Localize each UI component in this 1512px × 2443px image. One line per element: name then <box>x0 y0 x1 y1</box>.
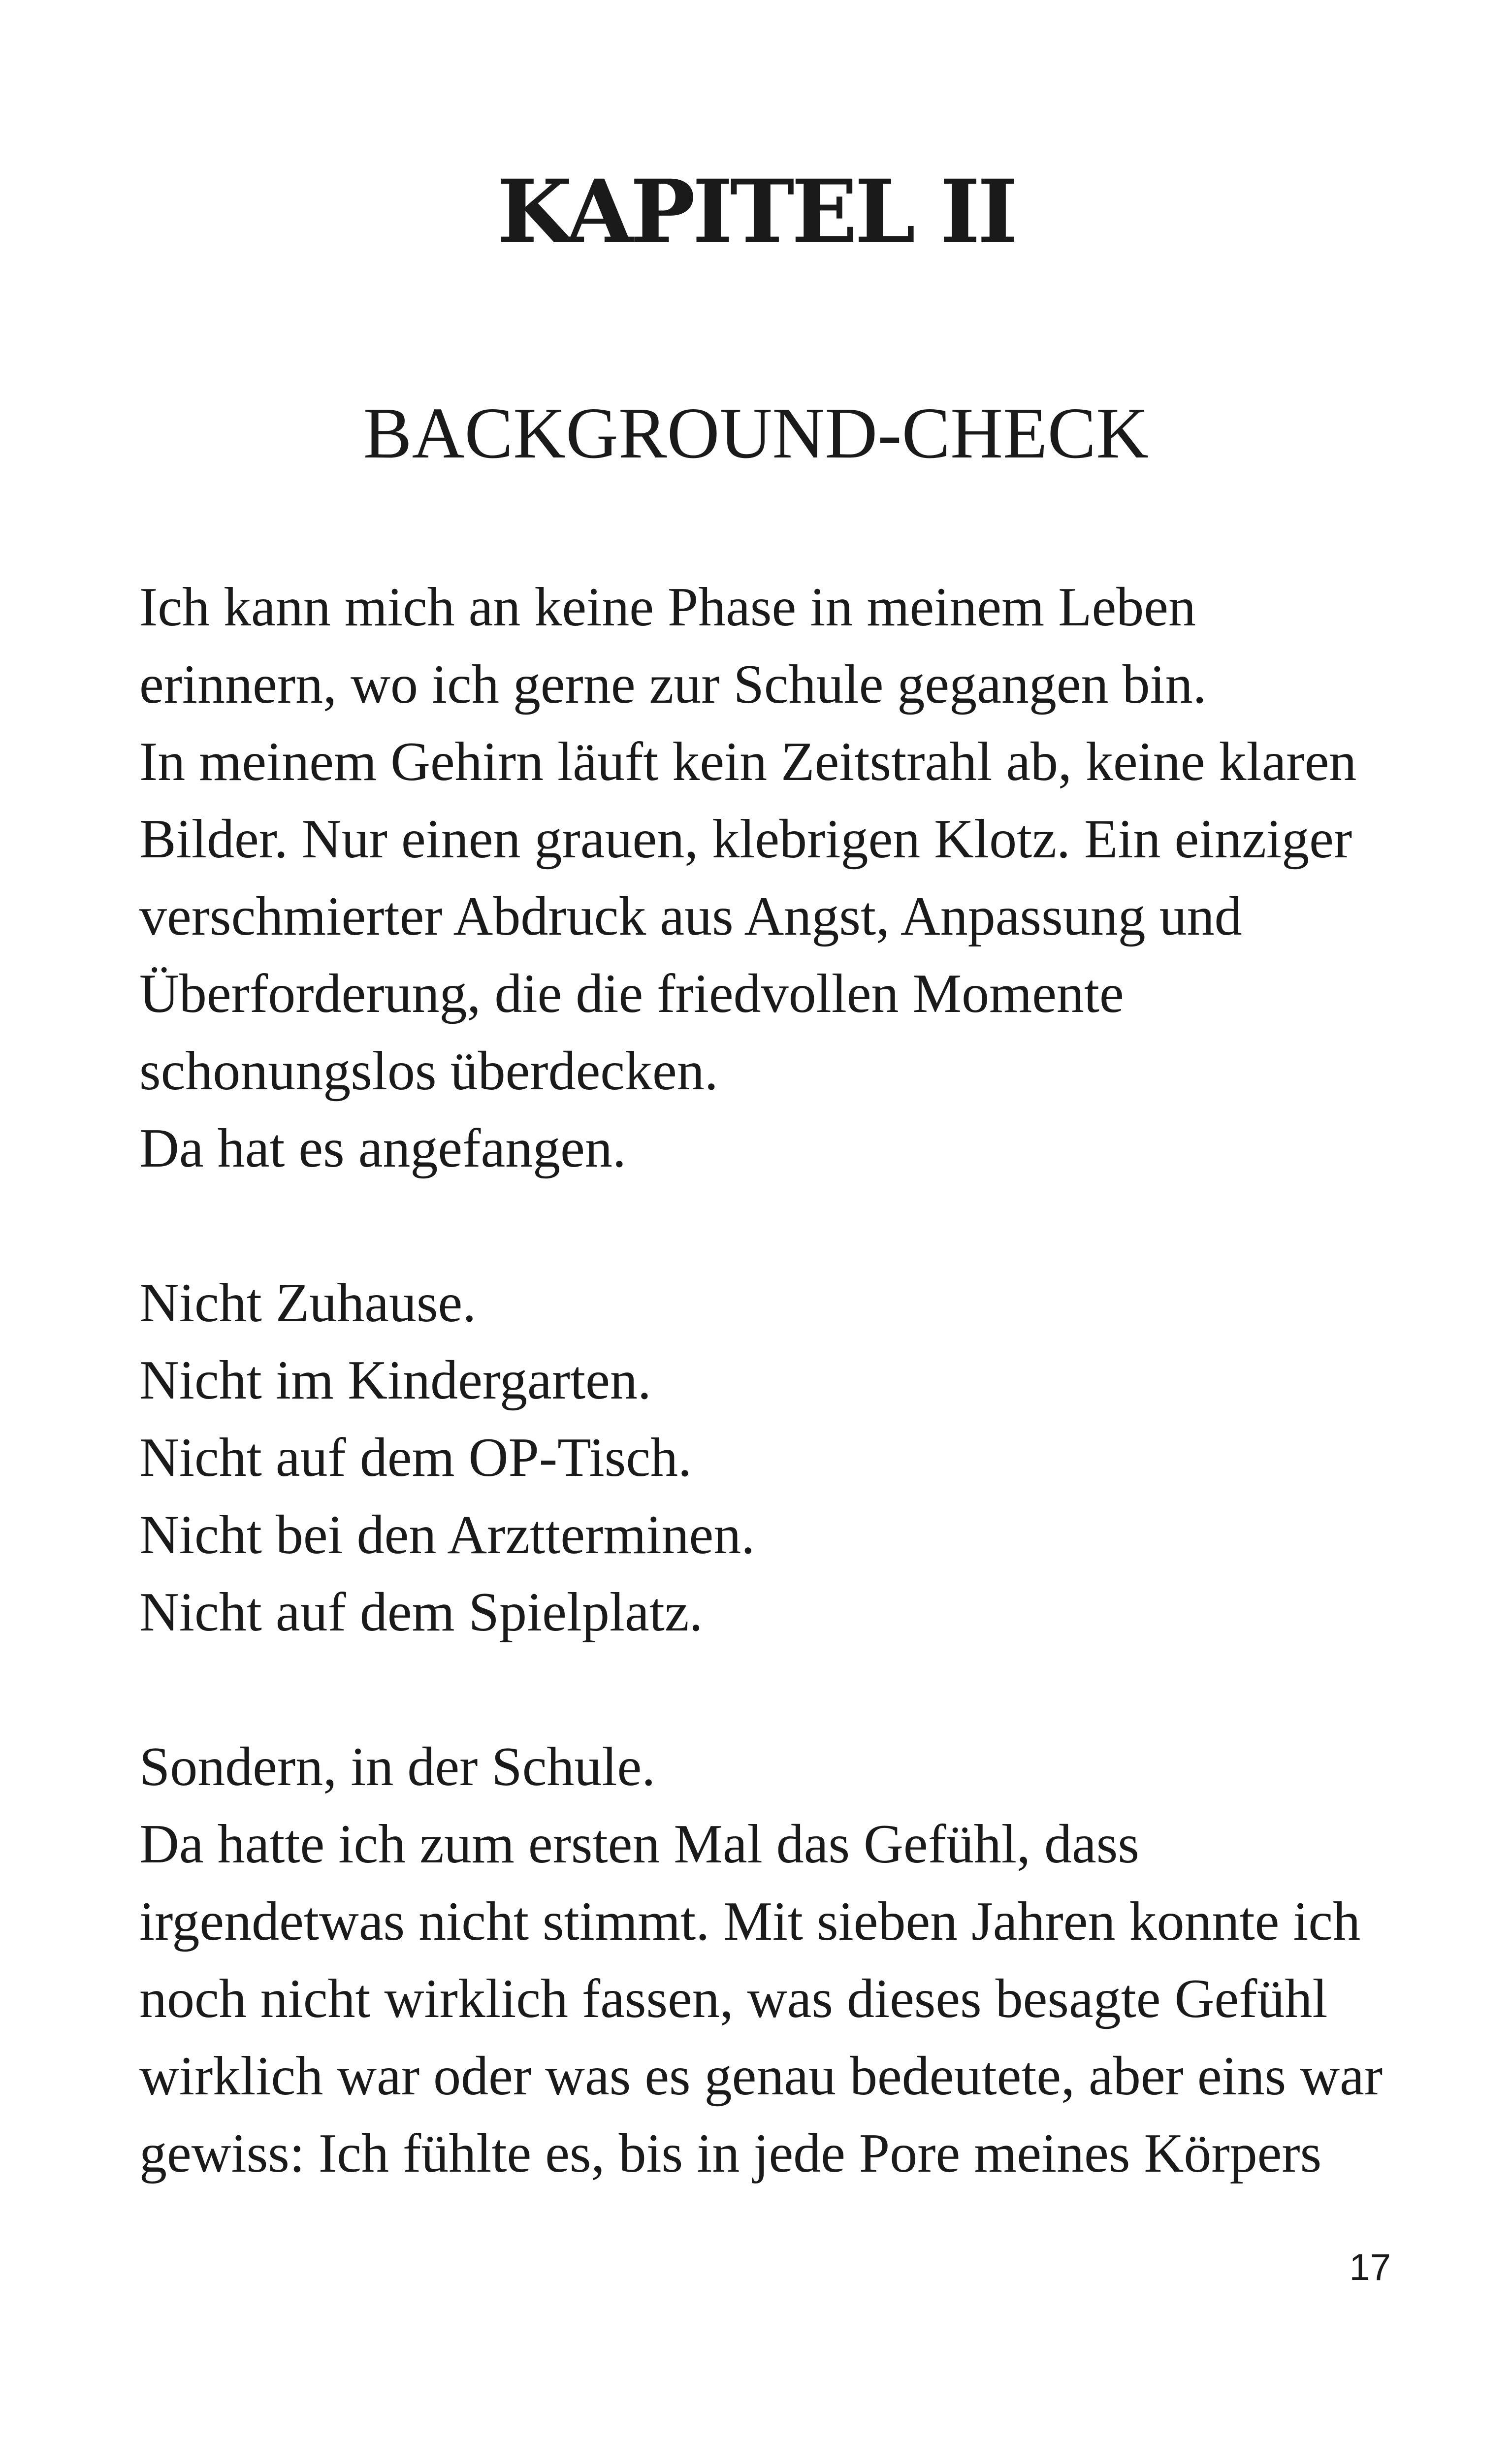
text-line: verschmierter Abdruck aus Angst, Anpassung und <box>139 886 1242 947</box>
text-line: Nicht auf dem OP-Tisch. <box>139 1427 692 1488</box>
text-line: erinnern, wo ich gerne zur Schule gegangen bin. <box>139 654 1207 715</box>
text-line: In meinem Gehirn läuft kein Zeitstrahl ab, keine klaren <box>139 731 1357 792</box>
text-line: noch nicht wirklich fassen, was dieses besagte Gefühl <box>139 1968 1328 2029</box>
paragraph <box>139 1728 1400 2192</box>
text-line: irgendetwas nicht stimmt. Mit sieben Jahren konnte ich <box>139 1891 1361 1952</box>
chapter-title: KAPITEL II <box>497 161 1015 262</box>
text-line: wirklich war oder was es genau bedeutete, aber eins war <box>139 2046 1383 2107</box>
text-line: Da hat es angefangen. <box>139 1118 626 1179</box>
text-line: Bilder. Nur einen grauen, klebrigen Klotz. Ein einziger <box>139 809 1352 870</box>
body-text <box>139 569 1400 2192</box>
page-number: 17 <box>1349 2247 1391 2288</box>
text-line: Nicht im Kindergarten. <box>139 1350 651 1411</box>
text-line: Nicht Zuhause. <box>139 1272 477 1334</box>
paragraph <box>139 569 1400 1187</box>
paragraph-spacer <box>139 1651 1400 1728</box>
text-line: Nicht bei den Arztterminen. <box>139 1504 755 1565</box>
text-line: Überforderung, die die friedvollen Momente <box>139 963 1124 1024</box>
text-line: schonungslos überdecken. <box>139 1041 718 1102</box>
text-line: Sondern, in der Schule. <box>139 1736 656 1797</box>
text-line: Ich kann mich an keine Phase in meinem Leben <box>139 577 1196 638</box>
text-line: Da hatte ich zum ersten Mal das Gefühl, dass <box>139 1814 1139 1875</box>
chapter-subtitle: BACKGROUND-CHECK <box>363 393 1149 474</box>
text-line: Nicht auf dem Spielplatz. <box>139 1582 703 1643</box>
text-line: gewiss: Ich fühlte es, bis in jede Pore meines Körpers <box>139 2123 1322 2184</box>
paragraph <box>139 1265 1400 1651</box>
paragraph-spacer <box>139 1187 1400 1265</box>
